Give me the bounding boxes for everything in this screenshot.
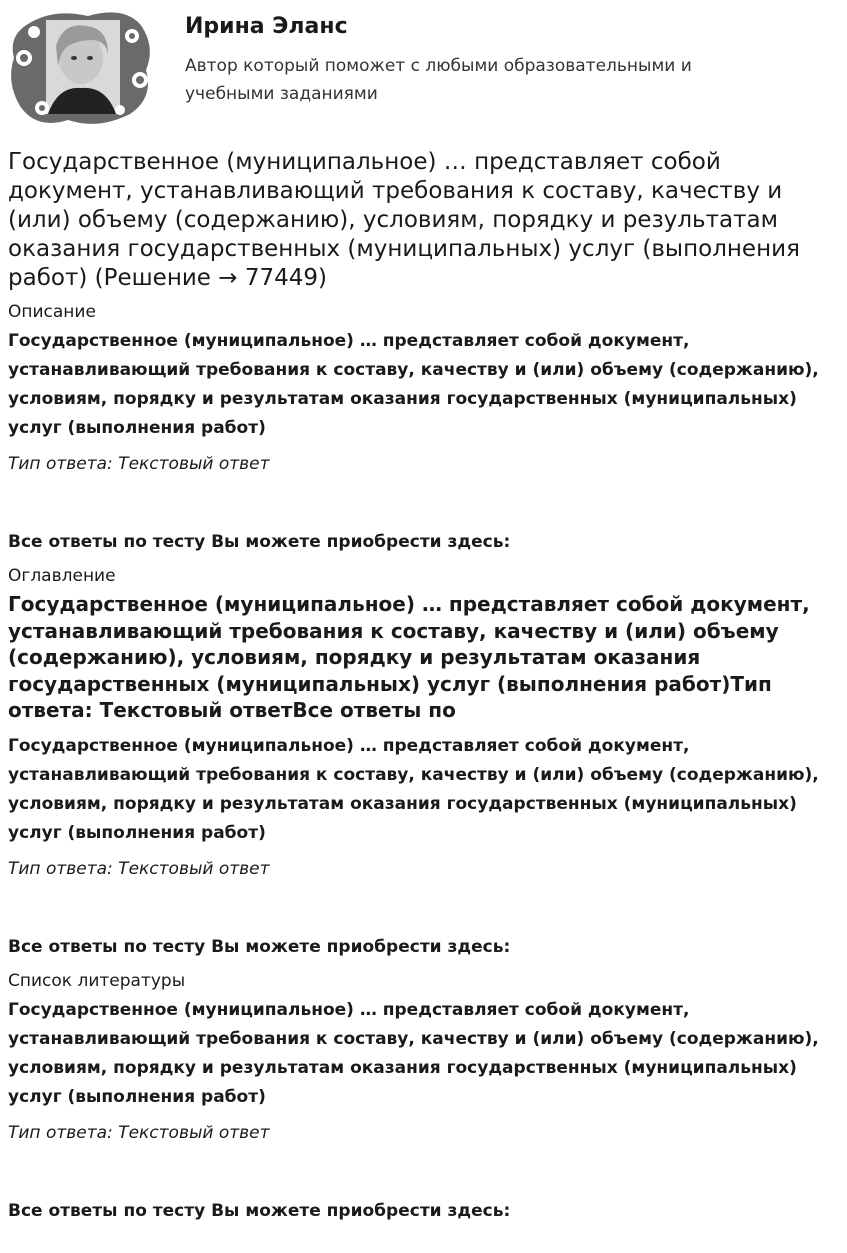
author-avatar[interactable] [8, 6, 154, 128]
toc-section [8, 565, 839, 958]
literature-label: Список литературы [8, 970, 186, 991]
toc-heading: Государственное (муниципальное) … представляет собой документ, устанавливающий требования к составу, качеству и (или) объему (содержанию), условиям, порядку и результатам оказания государственных (муниципальных) услуг (выполнения работ)Тип ответа: Текстовый ответВсе ответы по [8, 592, 810, 722]
author-header [8, 6, 839, 128]
toc-label: Оглавление [8, 566, 116, 586]
literature-buy-text: Все ответы по тесту Вы можете приобрести здесь: [8, 1200, 511, 1221]
page-title: Государственное (муниципальное) … представляет собой документ, устанавливающий требования к составу, качеству и (или) объему (содержанию), условиям, порядку и результатам оказания государственных (муниципальных) услуг (выполнения работ) (Решение → 77449) [8, 149, 800, 291]
description-text: Государственное (муниципальное) … представляет собой документ, устанавливающий требования к составу, качеству и (или) объему (содержанию), условиям, порядку и результатам оказания государственных (муниципальных) услуг (выполнения работ) [8, 331, 819, 438]
literature-text: Государственное (муниципальное) … представляет собой документ, устанавливающий требования к составу, качеству и (или) объему (содержанию), условиям, порядку и результатам оказания государственных (муниципальных) услуг (выполнения работ) [8, 999, 819, 1107]
description-label: Описание [8, 302, 96, 322]
toc-answer-type: Тип ответа: Текстовый ответ [8, 858, 270, 879]
literature-answer-type: Тип ответа: Текстовый ответ [8, 1122, 270, 1143]
description-section [8, 301, 839, 553]
author-name[interactable]: Ирина Эланс [185, 14, 348, 39]
description-answer-type: Тип ответа: Текстовый ответ [8, 454, 270, 474]
author-description: Автор который поможет с любыми образовательными и учебными заданиями [185, 56, 692, 104]
toc-buy-text: Все ответы по тесту Вы можете приобрести здесь: [8, 936, 511, 957]
description-buy-text: Все ответы по тесту Вы можете приобрести здесь: [8, 532, 511, 552]
main-content [8, 148, 839, 1234]
toc-text: Государственное (муниципальное) … представляет собой документ, устанавливающий требования к составу, качеству и (или) объему (содержанию), условиям, порядку и результатам оказания государственных (муниципальных) услуг (выполнения работ) [8, 735, 819, 843]
literature-section [8, 970, 839, 1222]
